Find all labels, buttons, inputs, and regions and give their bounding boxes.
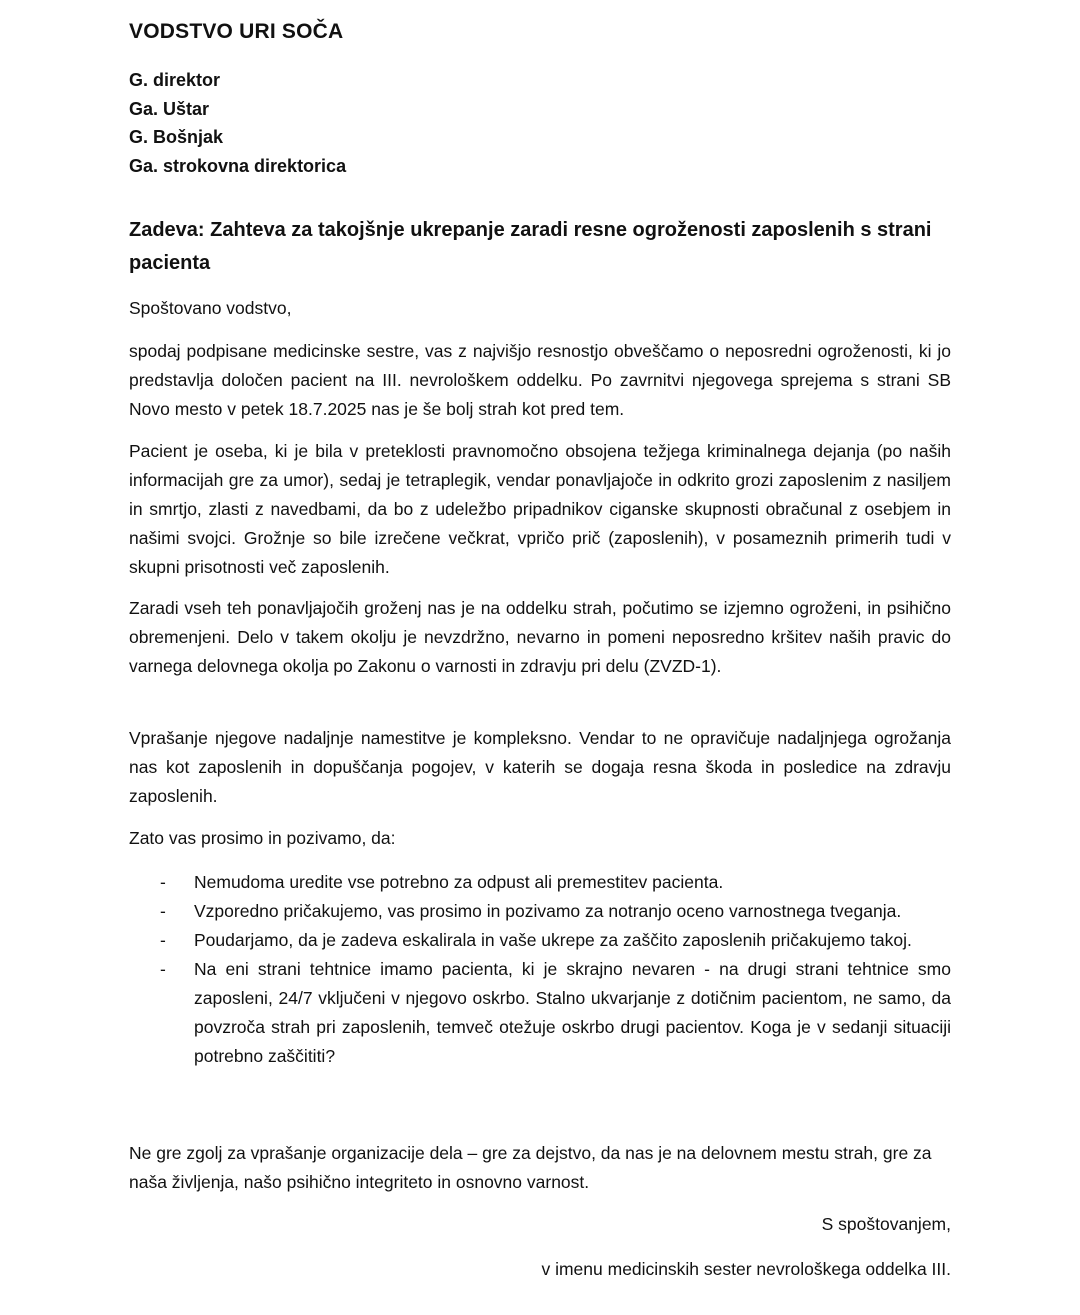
dash-bullet-icon: - (160, 930, 166, 950)
dash-bullet-icon: - (160, 959, 166, 979)
paragraph: Pacient je oseba, ki je bila v preteklosti pravnomočno obsojena težjega kriminalnega dejanja (po naših informacijah gre za umor), sedaj je tetraplegik, vendar ponavljajoče in odkrito grozi zaposlenim z nasiljem in smrtjo, zlasti z navedbami, da bo z udeležbo pripadnikov ciganske skupnosti obračunal z osebjem in našimi svojci. Grožnje so bile izrečene večkrat, vpričo prič (zaposlenih), v posameznih primerih tudi v skupni prisotnosti več zaposlenih. (129, 441, 951, 577)
dash-bullet-icon: - (160, 872, 166, 892)
list-item (129, 897, 951, 926)
recipient: Ga. strokovna direktorica (129, 155, 347, 176)
organization-title: VODSTVO URI SOČA (129, 20, 344, 43)
requests-list (129, 868, 951, 1071)
paragraph: Zaradi vseh teh ponavljajočih groženj nas je na oddelku strah, počutimo se izjemno ogroženi, in psihično obremenjeni. Delo v takem okolju je nevzdržno, nevarno in pomeni neposredno kršitev naših pravic do varnega delovnega okolja po Zakonu o varnosti in zdravju pri delu (ZVZD-1). (129, 598, 951, 676)
list-item-text: Vzporedno pričakujemo, vas prosimo in pozivamo za notranjo oceno varnostnega tveganja. (194, 901, 902, 921)
paragraph: Zato vas prosimo in pozivamo, da: (129, 828, 396, 848)
recipient: G. Bošnjak (129, 127, 224, 147)
recipients-block (129, 66, 346, 180)
recipient: Ga. Uštar (129, 98, 210, 119)
dash-bullet-icon: - (160, 901, 166, 921)
recipient: G. direktor (129, 70, 221, 90)
final-paragraph: Ne gre zgolj za vprašanje organizacije dela – gre za dejstvo, da nas je na delovnem mestu strah, gre za naša življenja, našo psihično integriteto in osnovno varnost. (129, 1143, 932, 1192)
list-item (129, 868, 951, 897)
signature: v imenu medicinskih sester nevrološkega oddelka III. (541, 1259, 951, 1279)
closing: S spoštovanjem, (821, 1214, 951, 1234)
list-item (129, 955, 951, 1071)
subject-line: Zadeva: Zahteva za takojšnje ukrepanje zaradi resne ogroženosti zaposlenih s strani pacienta (129, 219, 932, 274)
list-item (129, 926, 951, 955)
list-item-text: Nemudoma uredite vse potrebno za odpust ali premestitev pacienta. (194, 872, 724, 892)
paragraph: Vprašanje njegove nadaljnje namestitve je kompleksno. Vendar to ne opravičuje nadaljnjega ogrožanja nas kot zaposlenih in dopuščanja pogojev, v katerih se dogaja resna škoda in posledice na zdravju zaposlenih. (129, 728, 951, 806)
paragraph: spodaj podpisane medicinske sestre, vas z najvišjo resnostjo obveščamo o neposredni ogroženosti, ki jo predstavlja določen pacient na III. nevrološkem oddelku. Po zavrnitvi njegovega sprejema s strani SB Novo mesto v petek 18.7.2025 nas je še bolj strah kot pred tem. (129, 341, 951, 419)
salutation: Spoštovano vodstvo, (129, 298, 292, 318)
list-item-text: Na eni strani tehtnice imamo pacienta, ki je skrajno nevaren - na drugi strani tehtnice smo zaposleni, 24/7 vključeni v njegovo oskrbo. Stalno ukvarjanje z dotičnim pacientom, ne samo, da povzroča strah pri zaposlenih, temveč otežuje oskrbo drugi pacientov. Koga je v sedanji situaciji potrebno zaščititi? (194, 959, 951, 1066)
list-item-text: Poudarjamo, da je zadeva eskalirala in vaše ukrepe za zaščito zaposlenih pričakujemo takoj. (194, 930, 912, 950)
